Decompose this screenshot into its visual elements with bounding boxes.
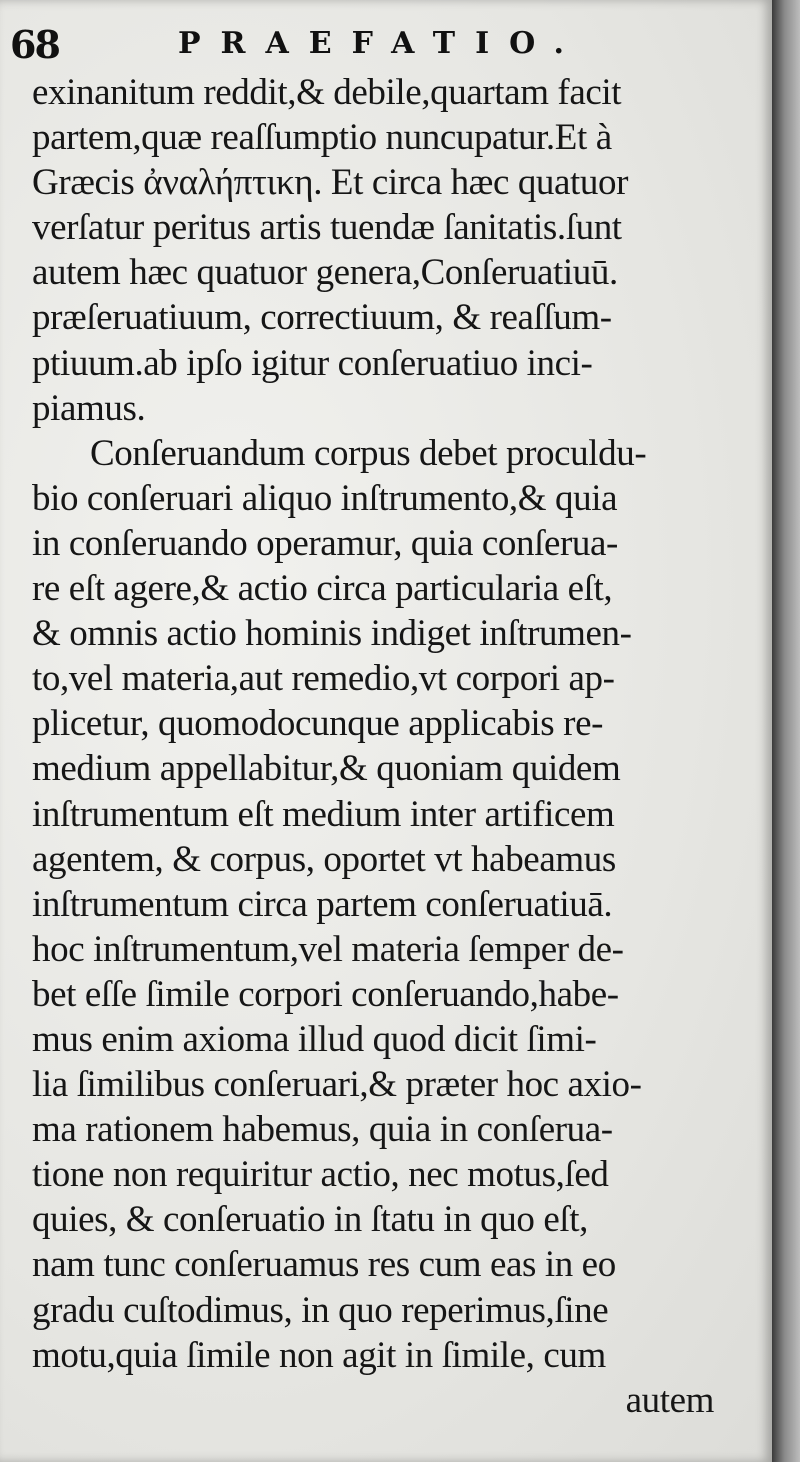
text-line: nam tunc conſeruamus res cum eas in eo [32, 1244, 616, 1286]
text-line: hoc inſtrumentum,vel materia ſemper de- [32, 928, 624, 970]
catchword: autem [625, 1379, 714, 1421]
text-line: motu,quia ſimile non agit in ſimile, cum [32, 1334, 606, 1376]
text-line: ma rationem habemus, quia in conſerua- [32, 1109, 613, 1151]
text-line: præſeruatiuum, correctiuum, & reaſſum- [32, 297, 612, 339]
text-line: gradu cuſtodimus, in quo reperimus,ſine [32, 1289, 609, 1331]
text-line: piamus. [32, 387, 146, 429]
text-line: inſtrumentum eſt medium inter artificem [32, 793, 615, 835]
running-head: PRAEFATIO. [178, 26, 584, 61]
text-line: plicetur, quomodocunque applicabis re- [32, 703, 604, 745]
text-line: & omnis actio hominis indiget inſtrumen- [32, 613, 632, 655]
text-line: Græcis ἀναλήπτικη. Et circa hæc quatuor [32, 162, 629, 204]
text-line: agentem, & corpus, oportet vt habeamus [32, 838, 616, 880]
text-line: lia ſimilibus conſeruari,& præter hoc axio- [32, 1064, 642, 1106]
text-line: exinanitum reddit,& debile,quartam facit [32, 72, 622, 113]
text-line: inſtrumentum circa partem conſeruatiuā. [32, 883, 613, 925]
text-line: ptiuum.ab ipſo igitur conſeruatiuo inci- [32, 342, 593, 384]
page-gutter-shadow [772, 0, 800, 1462]
text-line: in conſeruando operamur, quia conſerua- [32, 522, 618, 564]
body-text [32, 70, 722, 1423]
text-line: verſatur peritus artis tuendæ ſanitatis.ſunt [32, 207, 622, 249]
paragraph-start-line: Conſeruandum corpus debet proculdu- [90, 432, 647, 474]
text-line: quies, & conſeruatio in ſtatu in quo eſt, [32, 1199, 588, 1241]
text-line: re eſt agere,& actio circa particularia eſt, [32, 568, 613, 610]
page-number: 68 [10, 22, 59, 67]
text-line: partem,quæ reaſſumptio nuncupatur.Et à [32, 117, 612, 159]
text-line: tione non requiritur actio, nec motus,ſed [32, 1154, 609, 1196]
text-line: to,vel materia,aut remedio,vt corpori ap- [32, 658, 615, 700]
text-line: bio conſeruari aliquo inſtrumento,& quia [32, 477, 618, 519]
text-line: bet eſſe ſimile corpori conſeruando,habe- [32, 973, 619, 1015]
text-line: medium appellabitur,& quoniam quidem [32, 748, 621, 790]
page-header [10, 20, 770, 68]
text-line: autem hæc quatuor genera,Conſeruatiuū. [32, 252, 618, 294]
text-line: mus enim axioma illud quod dicit ſimi- [32, 1018, 597, 1060]
